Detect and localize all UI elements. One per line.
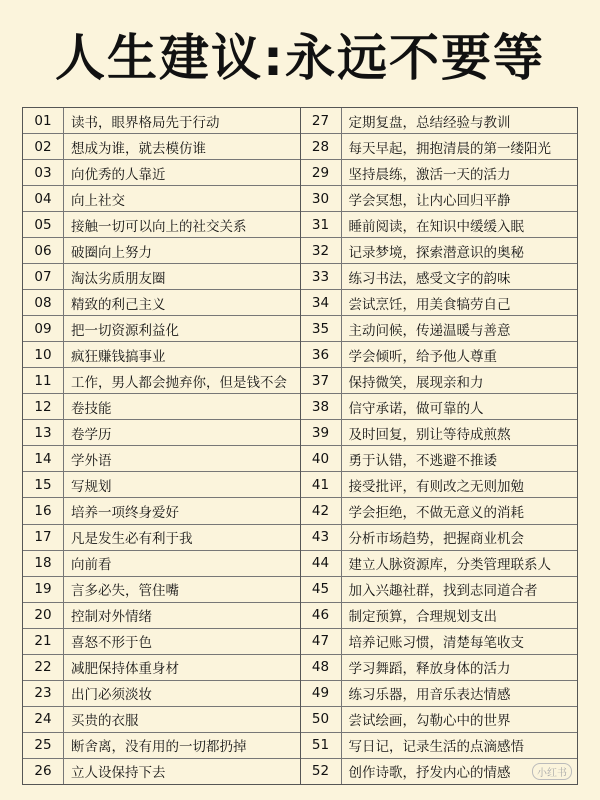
item-text: 淘汰劣质朋友圈 xyxy=(71,270,166,287)
table-row xyxy=(23,238,300,264)
advice-column-right xyxy=(300,108,578,784)
table-row xyxy=(301,160,578,186)
item-text: 及时回复，别让等待成煎熬 xyxy=(348,426,511,443)
item-text: 把一切资源利益化 xyxy=(71,322,179,339)
table-row xyxy=(301,212,578,238)
item-text: 学会冥想，让内心回归平静 xyxy=(348,192,511,209)
table-row xyxy=(23,681,300,707)
table-row xyxy=(301,264,578,290)
item-text: 保持微笑，展现亲和力 xyxy=(348,374,484,391)
item-text: 想成为谁，就去模仿谁 xyxy=(71,140,206,157)
table-row xyxy=(23,472,300,498)
table-row xyxy=(301,472,578,498)
item-text: 学外语 xyxy=(71,452,112,469)
item-number: 15 xyxy=(23,472,64,497)
table-row xyxy=(23,420,300,446)
item-number: 02 xyxy=(23,134,64,159)
item-number: 04 xyxy=(23,186,64,211)
table-row xyxy=(301,603,578,629)
table-row xyxy=(301,655,578,681)
item-number: 24 xyxy=(23,707,64,732)
item-number: 44 xyxy=(301,551,342,576)
table-row xyxy=(23,342,300,368)
item-text: 创作诗歌，抒发内心的情感 xyxy=(348,765,511,782)
table-row xyxy=(301,134,578,160)
table-row xyxy=(301,551,578,577)
table-row xyxy=(301,446,578,472)
item-text: 记录梦境，探索潜意识的奥秘 xyxy=(348,244,524,261)
item-text: 加入兴趣社群，找到志同道合者 xyxy=(348,583,538,600)
table-row xyxy=(23,316,300,342)
item-number: 46 xyxy=(301,603,342,628)
table-row xyxy=(301,707,578,733)
item-number: 37 xyxy=(301,368,342,393)
item-text: 接受批评，有则改之无则加勉 xyxy=(348,478,524,495)
item-number: 47 xyxy=(301,629,342,654)
table-row xyxy=(301,681,578,707)
item-text: 控制对外情绪 xyxy=(71,609,152,626)
table-row xyxy=(23,655,300,681)
table-row xyxy=(23,525,300,551)
table-row xyxy=(23,498,300,524)
item-text: 向优秀的人靠近 xyxy=(71,166,166,183)
item-text: 定期复盘，总结经验与教训 xyxy=(348,114,511,131)
item-number: 33 xyxy=(301,264,342,289)
item-number: 01 xyxy=(23,108,64,133)
table-row xyxy=(23,394,300,420)
item-text: 尝试绘画，勾勒心中的世界 xyxy=(348,713,511,730)
item-number: 38 xyxy=(301,394,342,419)
item-number: 11 xyxy=(23,368,64,393)
item-number: 13 xyxy=(23,420,64,445)
table-row xyxy=(301,368,578,394)
item-number: 06 xyxy=(23,238,64,263)
table-row xyxy=(23,108,300,134)
item-text: 学会拒绝，不做无意义的消耗 xyxy=(348,504,524,521)
item-number: 26 xyxy=(23,759,64,784)
table-row xyxy=(23,368,300,394)
item-number: 19 xyxy=(23,577,64,602)
item-text: 买贵的衣服 xyxy=(71,713,139,730)
table-row xyxy=(301,342,578,368)
item-text: 向前看 xyxy=(71,557,112,574)
table-row xyxy=(23,551,300,577)
item-number: 12 xyxy=(23,394,64,419)
table-row xyxy=(23,186,300,212)
item-text: 练习书法，感受文字的韵味 xyxy=(348,270,511,287)
item-number: 45 xyxy=(301,577,342,602)
item-text: 破圈向上努力 xyxy=(71,244,152,261)
table-row xyxy=(23,446,300,472)
item-number: 43 xyxy=(301,525,342,550)
item-number: 35 xyxy=(301,316,342,341)
item-number: 34 xyxy=(301,290,342,315)
item-number: 39 xyxy=(301,420,342,445)
item-number: 09 xyxy=(23,316,64,341)
item-number: 18 xyxy=(23,551,64,576)
item-number: 07 xyxy=(23,264,64,289)
item-number: 50 xyxy=(301,707,342,732)
item-number: 30 xyxy=(301,186,342,211)
item-number: 27 xyxy=(301,108,342,133)
item-number: 40 xyxy=(301,446,342,471)
item-text: 喜怒不形于色 xyxy=(71,635,152,652)
table-row xyxy=(301,290,578,316)
item-text: 写日记，记录生活的点滴感悟 xyxy=(348,739,524,756)
item-number: 05 xyxy=(23,212,64,237)
table-row xyxy=(23,577,300,603)
item-text: 制定预算，合理规划支出 xyxy=(348,609,497,626)
item-text: 工作，男人都会抛弃你，但是钱不会 xyxy=(71,374,287,391)
item-text: 培养记账习惯，清楚每笔收支 xyxy=(348,635,524,652)
item-number: 22 xyxy=(23,655,64,680)
item-number: 20 xyxy=(23,603,64,628)
table-row xyxy=(301,498,578,524)
item-number: 31 xyxy=(301,212,342,237)
item-text: 疯狂赚钱搞事业 xyxy=(71,348,166,365)
item-number: 28 xyxy=(301,134,342,159)
item-number: 41 xyxy=(301,472,342,497)
item-number: 16 xyxy=(23,498,64,523)
item-text: 分析市场趋势，把握商业机会 xyxy=(348,531,524,548)
item-text: 读书，眼界格局先于行动 xyxy=(71,114,220,131)
item-text: 凡是发生必有利于我 xyxy=(71,531,193,548)
item-text: 主动问候，传递温暖与善意 xyxy=(348,322,511,339)
table-row xyxy=(301,394,578,420)
table-row xyxy=(301,525,578,551)
item-text: 言多必失，管住嘴 xyxy=(71,583,179,600)
table-row xyxy=(23,264,300,290)
item-number: 42 xyxy=(301,498,342,523)
item-text: 每天早起，拥抱清晨的第一缕阳光 xyxy=(348,140,551,157)
table-row xyxy=(23,134,300,160)
table-row xyxy=(301,186,578,212)
item-number: 48 xyxy=(301,655,342,680)
table-row xyxy=(301,577,578,603)
item-text: 接触一切可以向上的社交关系 xyxy=(71,218,247,235)
table-row xyxy=(23,733,300,759)
item-text: 坚持晨练，激活一天的活力 xyxy=(348,166,511,183)
item-text: 信守承诺，做可靠的人 xyxy=(348,400,484,417)
item-number: 36 xyxy=(301,342,342,367)
item-text: 练习乐器，用音乐表达情感 xyxy=(348,687,511,704)
item-text: 睡前阅读，在知识中缓缓入眠 xyxy=(348,218,524,235)
item-text: 向上社交 xyxy=(71,192,125,209)
watermark-badge: 小红书 xyxy=(532,763,572,780)
table-row xyxy=(301,629,578,655)
table-row xyxy=(23,759,300,784)
item-text: 出门必须淡妆 xyxy=(71,687,152,704)
item-number: 29 xyxy=(301,160,342,185)
advice-table xyxy=(22,107,578,785)
item-number: 23 xyxy=(23,681,64,706)
item-number: 25 xyxy=(23,733,64,758)
item-number: 08 xyxy=(23,290,64,315)
item-number: 17 xyxy=(23,525,64,550)
item-number: 52 xyxy=(301,759,342,784)
item-number: 10 xyxy=(23,342,64,367)
item-number: 21 xyxy=(23,629,64,654)
table-row xyxy=(23,707,300,733)
item-text: 学会倾听，给予他人尊重 xyxy=(348,348,497,365)
page-title: 人生建议:永远不要等 xyxy=(55,29,545,87)
item-number: 49 xyxy=(301,681,342,706)
table-row xyxy=(23,160,300,186)
item-text: 勇于认错，不逃避不推诿 xyxy=(348,452,497,469)
advice-column-left xyxy=(23,108,300,784)
table-row xyxy=(23,629,300,655)
table-row xyxy=(301,733,578,759)
item-text: 断舍离，没有用的一切都扔掉 xyxy=(71,739,247,756)
table-row xyxy=(301,238,578,264)
table-row xyxy=(301,420,578,446)
table-row xyxy=(23,290,300,316)
item-text: 写规划 xyxy=(71,478,112,495)
table-row xyxy=(23,212,300,238)
item-text: 减肥保持体重身材 xyxy=(71,661,179,678)
item-number: 14 xyxy=(23,446,64,471)
table-row xyxy=(301,316,578,342)
item-number: 03 xyxy=(23,160,64,185)
item-text: 学习舞蹈，释放身体的活力 xyxy=(348,661,511,678)
item-text: 卷技能 xyxy=(71,400,112,417)
item-text: 卷学历 xyxy=(71,426,112,443)
item-number: 51 xyxy=(301,733,342,758)
item-text: 尝试烹饪，用美食犒劳自己 xyxy=(348,296,511,313)
item-text: 建立人脉资源库，分类管理联系人 xyxy=(348,557,551,574)
table-row xyxy=(301,108,578,134)
item-text: 培养一项终身爱好 xyxy=(71,504,179,521)
item-number: 32 xyxy=(301,238,342,263)
item-text: 精致的利己主义 xyxy=(71,296,166,313)
item-text: 立人设保持下去 xyxy=(71,765,166,782)
table-row xyxy=(23,603,300,629)
